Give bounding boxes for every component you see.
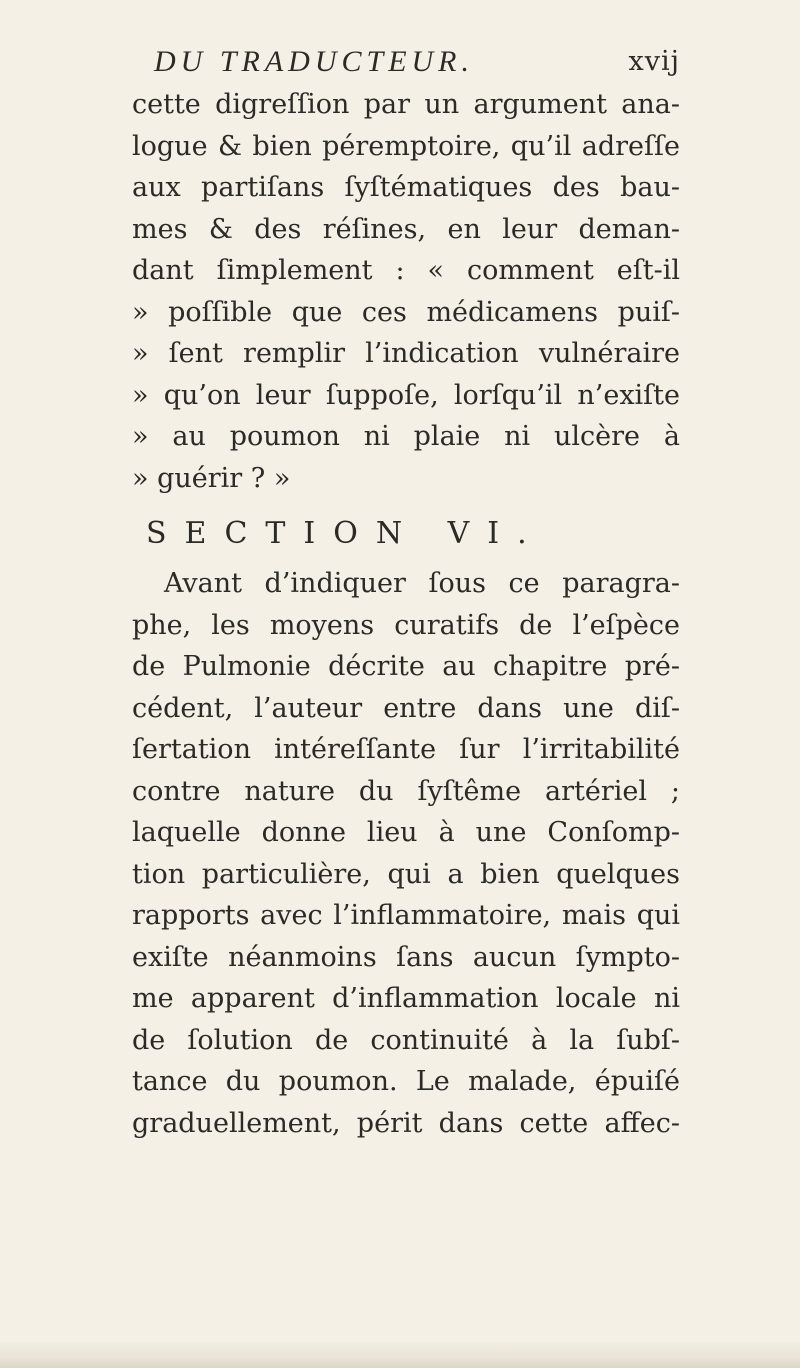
page-bottom-edge (0, 1342, 800, 1368)
running-head (132, 40, 680, 84)
text-line: contre nature du ſyſtême artériel ; (132, 775, 680, 807)
paragraph-section-vi (132, 563, 680, 1144)
text-line: logue & bien péremptoire, qu’il adreſſe (132, 130, 680, 162)
text-line: tance du poumon. Le malade, épuiſé (132, 1066, 680, 1097)
text-line: mes & des réſines, en leur deman- (132, 213, 680, 245)
text-line: cédent, l’auteur entre dans une diſ- (132, 692, 680, 724)
text-line: exiſte néanmoins ſans aucun ſympto- (132, 941, 680, 973)
text-line: » guérir ? » (132, 462, 291, 494)
text-line: rapports avec l’inflammatoire, mais qui (132, 900, 680, 931)
section-heading: SECTION VI. (146, 516, 545, 551)
text-block (132, 40, 680, 1144)
text-line: de Pulmonie décrite au chapitre pré- (132, 651, 680, 682)
text-line: dant ſimplement : « comment eſt-il (132, 255, 680, 286)
text-line: » au poumon ni plaie ni ulcère à (132, 421, 680, 452)
text-line: me apparent d’inflammation locale ni (132, 983, 680, 1014)
text-line: de ſolution de continuité à la ſubſ- (132, 1024, 680, 1056)
text-line: laquelle donne lieu à une Conſomp- (132, 817, 680, 848)
text-line: » ſent remplir l’indication vulnéraire (132, 338, 680, 369)
paragraph-continuation (132, 84, 680, 499)
text-line: ſertation intéreſſante ſur l’irritabilité (132, 734, 680, 765)
text-line: phe, les moyens curatifs de l’eſpèce (132, 609, 680, 641)
text-line: Avant d’indiquer ſous ce paragra- (164, 568, 680, 599)
text-line: cette digreſſion par un argument ana- (132, 89, 680, 120)
text-line: aux partiſans ſyſtématiques des bau- (132, 172, 680, 203)
text-line: » poſſible que ces médicamens puiſ- (132, 296, 680, 328)
running-head-title: DU TRADUCTEUR. (154, 45, 475, 78)
text-line: » qu’on leur ſuppoſe, lorſqu’il n’exiſte (132, 379, 680, 411)
page-number: xvij (628, 46, 680, 77)
text-line: graduellement, périt dans cette affec- (132, 1107, 680, 1139)
text-line: tion particulière, qui a bien quelques (132, 858, 680, 890)
